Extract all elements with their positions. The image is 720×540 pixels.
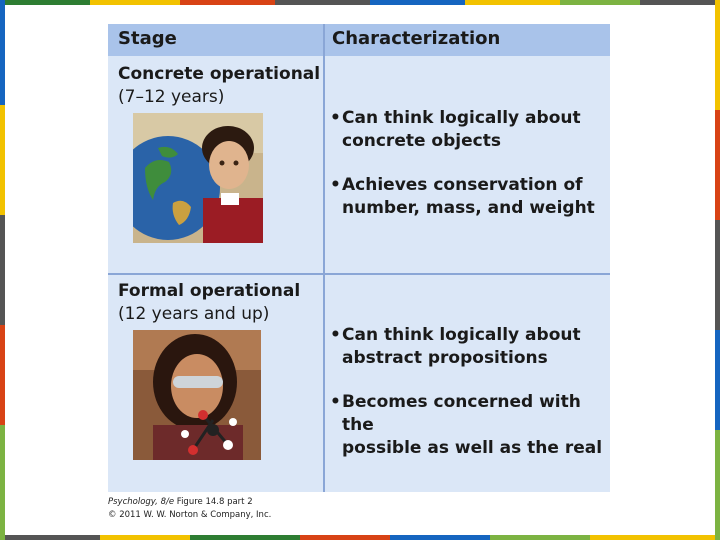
figure-source-caption <box>108 497 253 507</box>
bullet-line-2: possible as well as the real <box>342 438 603 458</box>
table-header-row <box>108 24 610 56</box>
decorative-frame-top <box>0 0 720 5</box>
boy-with-globe-photo <box>133 113 263 243</box>
bullet-line-2: abstract propositions <box>342 348 548 368</box>
bullet-glyph: • <box>330 392 341 412</box>
bullet-line-1: Can think logically about <box>342 325 581 345</box>
stage-age-range: (7–12 years) <box>118 87 225 107</box>
decorative-frame-left <box>0 0 5 540</box>
characteristic-bullet <box>330 174 606 220</box>
row-divider <box>108 273 610 275</box>
stage-age-range: (12 years and up) <box>118 304 270 324</box>
bullet-glyph: • <box>330 175 341 195</box>
bullet-glyph: • <box>330 325 341 345</box>
column-divider <box>323 24 325 492</box>
decorative-frame-right <box>715 0 720 540</box>
bullet-line-2: concrete objects <box>342 131 501 151</box>
characteristic-bullet <box>330 107 606 153</box>
bullet-line-1: Can think logically about <box>342 108 581 128</box>
source-figure-ref: Figure 14.8 part 2 <box>174 497 253 507</box>
stage-name: Concrete operational <box>118 64 321 84</box>
bullet-line-2: number, mass, and weight <box>342 198 595 218</box>
characteristic-bullet <box>330 391 606 460</box>
bullet-glyph: • <box>330 108 341 128</box>
girl-with-molecule-model-photo <box>133 330 261 460</box>
characteristic-bullet <box>330 324 606 370</box>
header-stage: Stage <box>118 28 177 49</box>
bullet-line-1: Becomes concerned with the <box>342 392 581 435</box>
copyright-caption: © 2011 W. W. Norton & Company, Inc. <box>108 510 272 520</box>
bullet-line-1: Achieves conservation of <box>342 175 583 195</box>
stage-table <box>108 24 610 492</box>
source-title: Psychology, 8/e <box>108 497 175 507</box>
header-characterization: Characterization <box>332 28 501 49</box>
stage-name: Formal operational <box>118 281 301 301</box>
decorative-frame-bottom <box>0 535 720 540</box>
